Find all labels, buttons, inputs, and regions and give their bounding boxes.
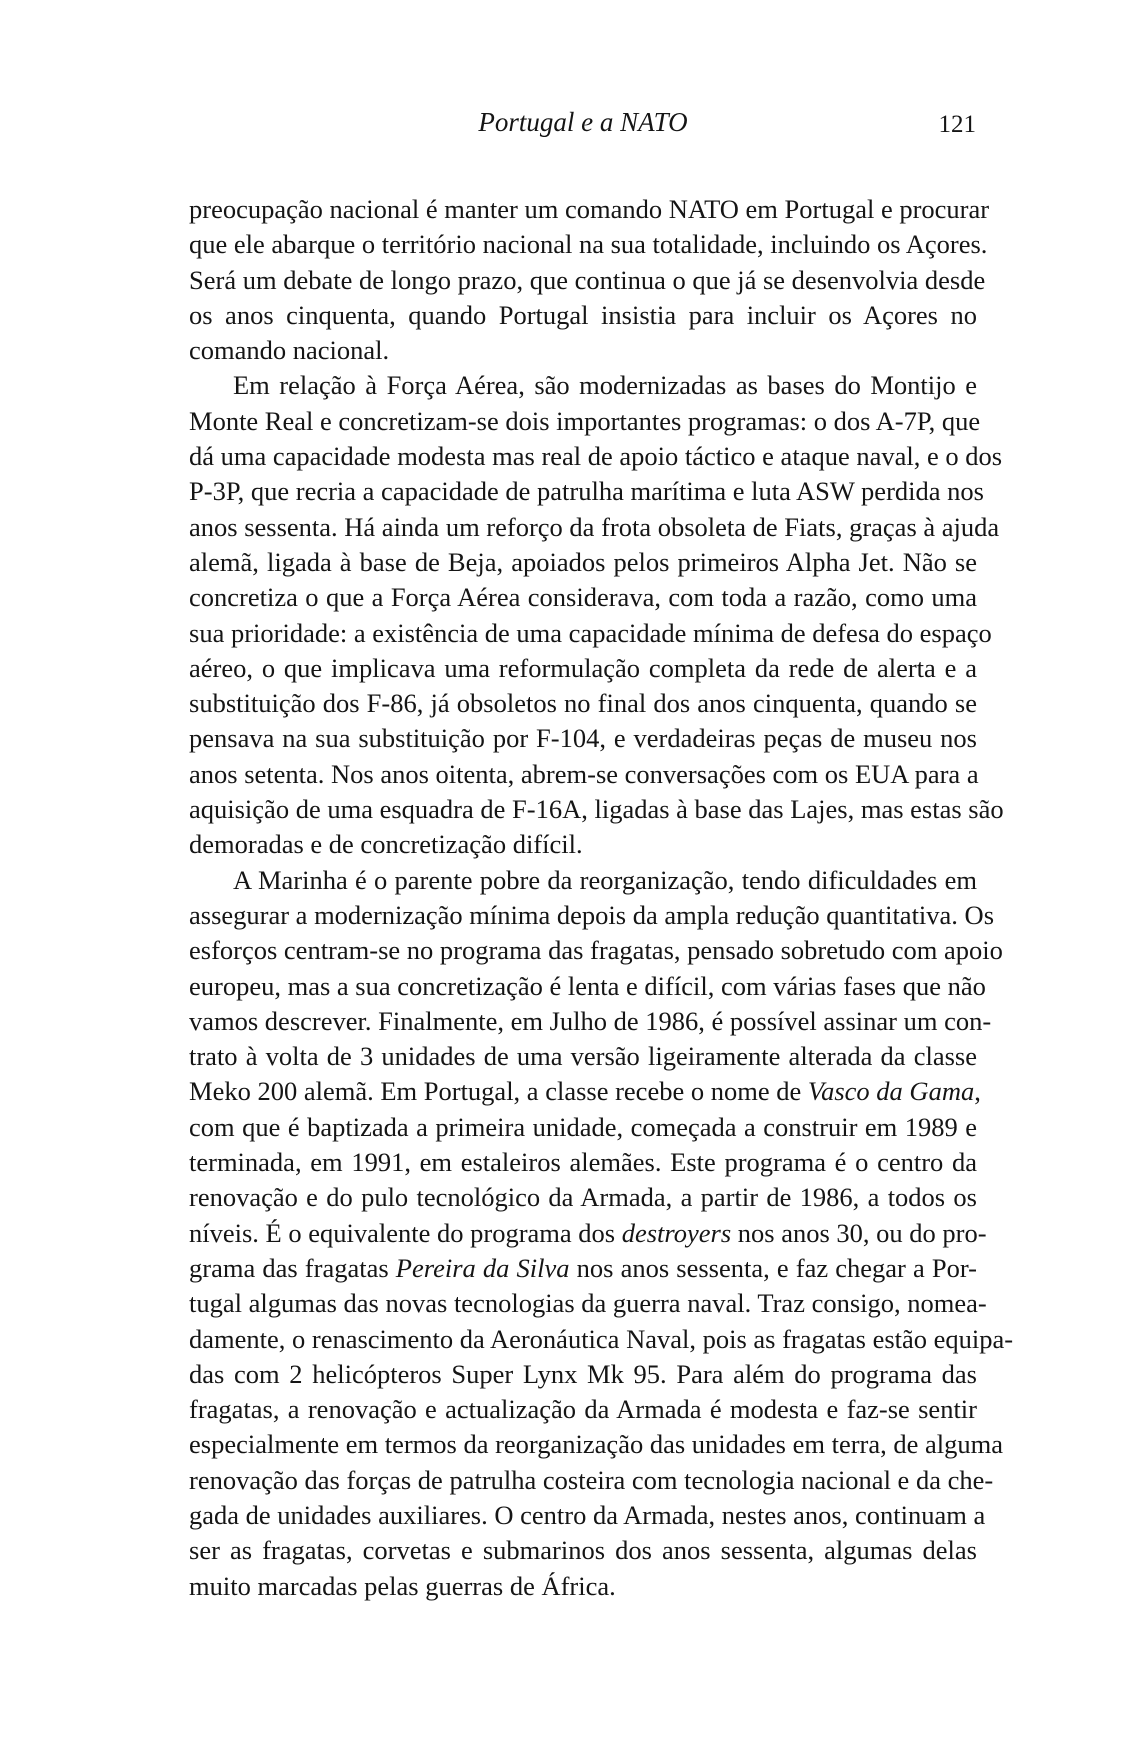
text-line: [189, 1180, 977, 1215]
text-line: [189, 1004, 992, 1039]
text-line: [189, 1074, 981, 1109]
text-line: [189, 1498, 986, 1533]
text-segment: renovação das forças de patrulha costeira com tecnologia nacional e da che-: [189, 1464, 994, 1495]
text-line: [189, 1569, 977, 1604]
text-line: [189, 1357, 977, 1392]
text-segment: vamos descrever. Finalmente, em Julho de 1986, é possível assinar um con-: [189, 1005, 992, 1036]
text-segment: A Marinha é o parente pobre da reorganização, tendo dificuldades em: [233, 864, 977, 895]
text-segment: ,: [974, 1076, 981, 1107]
text-line: [189, 1392, 977, 1427]
text-segment: terminada, em 1991, em estaleiros alemães. Este programa é o centro da: [189, 1147, 977, 1178]
text-segment: dá uma capacidade modesta mas real de apoio táctico e ataque naval, e o dos: [189, 441, 1003, 472]
text-line: [189, 686, 977, 721]
text-line: [189, 1145, 977, 1180]
text-line: [189, 1427, 1004, 1462]
text-line: [189, 192, 990, 227]
text-line: [189, 721, 977, 756]
paragraph: [189, 368, 1004, 862]
text-segment: pensava na sua substituição por F-104, e verdadeiras peças de museu nos: [189, 723, 977, 754]
text-line: [189, 1216, 987, 1251]
page-number: 121: [938, 111, 976, 138]
text-segment: gada de unidades auxiliares. O centro da Armada, nestes anos, continuam a: [189, 1499, 986, 1530]
text-segment: renovação e do pulo tecnológico da Armada, a partir de 1986, a todos os: [189, 1182, 977, 1213]
text-segment: nos anos 30, ou do pro-: [731, 1217, 987, 1248]
text-segment: os anos cinquenta, quando Portugal insistia para incluir os Açores no: [189, 299, 977, 330]
text-line: [189, 545, 977, 580]
running-title: Portugal e a NATO: [478, 107, 688, 137]
text-line: [189, 1322, 1014, 1357]
text-segment: fragatas, a renovação e actualização da Armada é modesta e faz-se sentir: [189, 1394, 977, 1425]
text-segment: das com 2 helicópteros Super Lynx Mk 95. Para além do programa das: [189, 1358, 977, 1389]
running-header: [190, 102, 976, 142]
text-segment: concretiza o que a Força Aérea considerava, com toda a razão, como uma: [189, 582, 977, 613]
paragraph: [189, 192, 990, 368]
text-segment: esforços centram-se no programa das fragatas, pensado sobretudo com apoio: [189, 935, 1003, 966]
paragraph: [189, 863, 1014, 1604]
text-segment: comando nacional.: [189, 335, 390, 366]
text-segment: tugal algumas das novas tecnologias da guerra naval. Traz consigo, nomea-: [189, 1288, 987, 1319]
text-segment: Meko 200 alemã. Em Portugal, a classe recebe o nome de: [189, 1076, 808, 1107]
text-line: [189, 651, 977, 686]
text-line: [189, 863, 977, 898]
body-text: [189, 192, 1014, 1604]
text-segment: substituição dos F-86, já obsoletos no final dos anos cinquenta, quando se: [189, 688, 977, 719]
text-segment: assegurar a modernização mínima depois da ampla redução quantitativa. Os: [189, 899, 995, 930]
text-segment: aéreo, o que implicava uma reformulação completa da rede de alerta e a: [189, 652, 977, 683]
text-line: [189, 298, 977, 333]
text-line: [189, 1286, 987, 1321]
text-line: [189, 1039, 977, 1074]
text-line: [189, 1110, 977, 1145]
text-segment: muito marcadas pelas guerras de África.: [189, 1570, 616, 1601]
text-line: [189, 827, 977, 862]
italic-term: Pereira da Silva: [395, 1252, 570, 1283]
text-line: [189, 333, 977, 368]
text-line: [189, 757, 977, 792]
italic-term: destroyers: [621, 1217, 732, 1248]
text-segment: Em relação à Força Aérea, são modernizadas as bases do Montijo e: [233, 370, 977, 401]
text-line: [189, 580, 977, 615]
text-segment: Será um debate de longo prazo, que continua o que já se desenvolvia desde: [189, 264, 986, 295]
text-line: [189, 1533, 977, 1568]
text-segment: especialmente em termos da reorganização das unidades em terra, de alguma: [189, 1429, 1004, 1460]
text-line: [189, 1251, 977, 1286]
text-segment: Monte Real e concretizam-se dois importantes programas: o dos A-7P, que: [189, 405, 981, 436]
text-line: [189, 1463, 994, 1498]
text-segment: grama das fragatas: [189, 1252, 396, 1283]
text-segment: sua prioridade: a existência de uma capacidade mínima de defesa do espaço: [189, 617, 992, 648]
text-line: [189, 404, 981, 439]
italic-term: Vasco da Gama: [807, 1076, 975, 1107]
text-line: [189, 792, 1004, 827]
text-segment: europeu, mas a sua concretização é lenta e difícil, com várias fases que não: [189, 970, 986, 1001]
text-line: [189, 898, 995, 933]
text-line: [189, 368, 977, 403]
text-segment: anos setenta. Nos anos oitenta, abrem-se conversações com os EUA para a: [189, 758, 979, 789]
text-line: [189, 510, 1000, 545]
text-line: [189, 969, 986, 1004]
text-segment: com que é baptizada a primeira unidade, começada a construir em 1989 e: [189, 1111, 977, 1142]
text-segment: demoradas e de concretização difícil.: [189, 829, 583, 860]
text-segment: trato à volta de 3 unidades de uma versão ligeiramente alterada da classe: [189, 1041, 977, 1072]
text-segment: nos anos sessenta, e faz chegar a Por-: [569, 1252, 977, 1283]
text-segment: anos sessenta. Há ainda um reforço da frota obsoleta de Fiats, graças à ajuda: [189, 511, 1000, 542]
text-line: [189, 263, 986, 298]
text-segment: P-3P, que recria a capacidade de patrulha marítima e luta ASW perdida nos: [189, 476, 984, 507]
text-line: [189, 616, 992, 651]
text-segment: que ele abarque o território nacional na sua totalidade, incluindo os Açores.: [189, 229, 988, 260]
text-segment: aquisição de uma esquadra de F-16A, ligadas à base das Lajes, mas estas são: [189, 794, 1004, 825]
text-segment: ser as fragatas, corvetas e submarinos dos anos sessenta, algumas delas: [189, 1535, 977, 1566]
text-segment: níveis. É o equivalente do programa dos: [189, 1217, 622, 1248]
text-line: [189, 474, 984, 509]
text-line: [189, 933, 1003, 968]
text-line: [189, 439, 1003, 474]
text-segment: alemã, ligada à base de Beja, apoiados pelos primeiros Alpha Jet. Não se: [189, 546, 977, 577]
text-line: [189, 227, 988, 262]
text-segment: damente, o renascimento da Aeronáutica Naval, pois as fragatas estão equipa-: [189, 1323, 1014, 1354]
text-segment: preocupação nacional é manter um comando NATO em Portugal e procurar: [189, 194, 990, 224]
